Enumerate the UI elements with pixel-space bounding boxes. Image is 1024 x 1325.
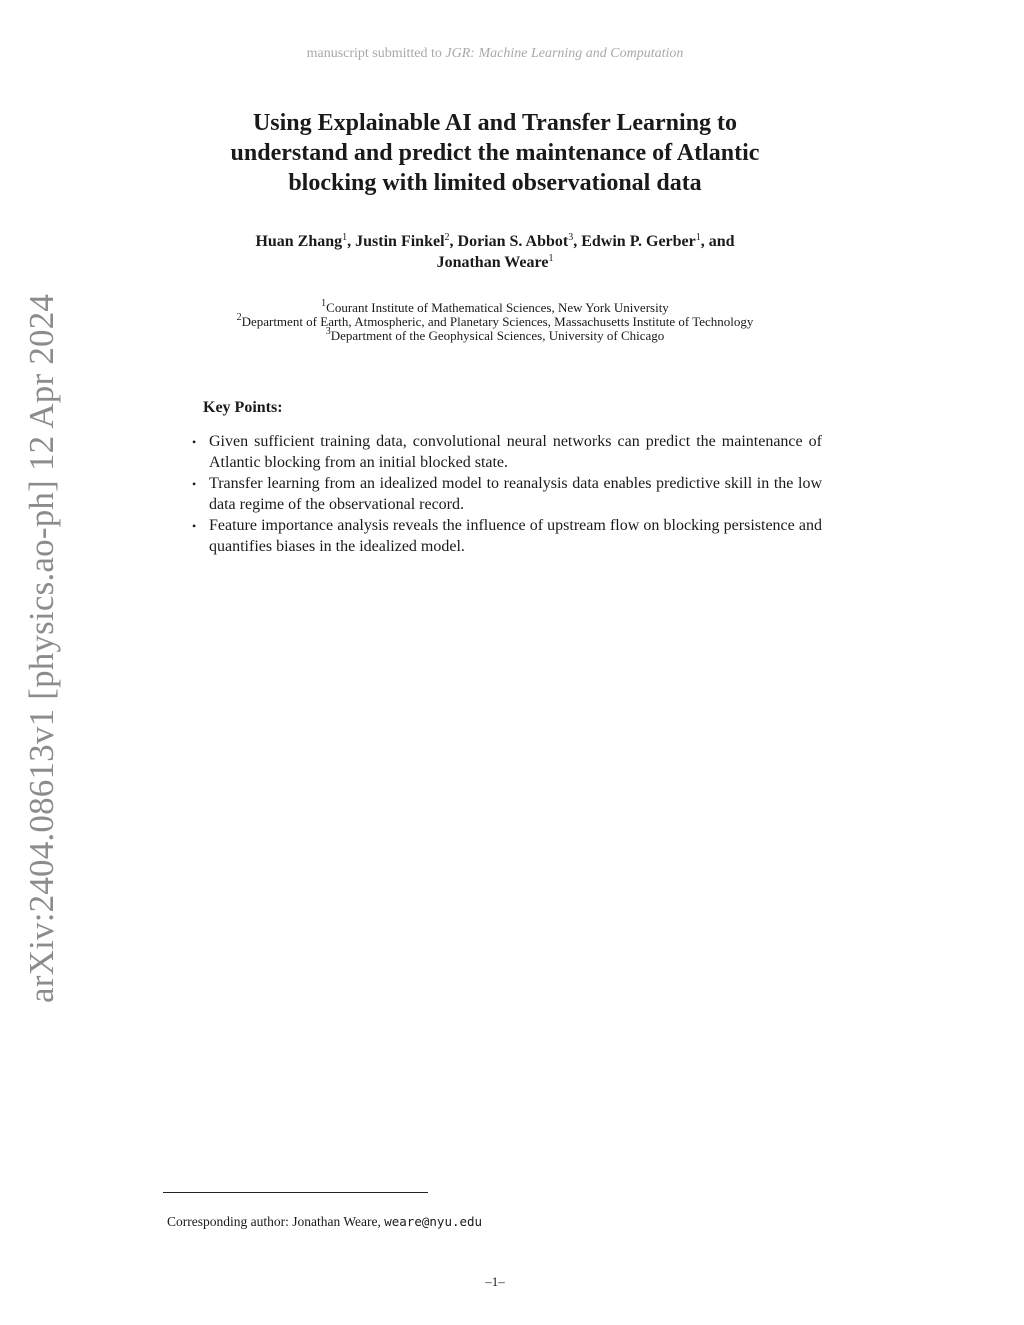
author-separator: , (449, 233, 458, 250)
author-separator: , (573, 233, 582, 250)
affiliation (150, 312, 840, 329)
affiliation (150, 326, 840, 343)
key-point-text: Given sufficient training data, convolutional neural networks can predict the maintenance of Atlantic blocking from an initial blocked state. (209, 433, 822, 471)
title-line-3: blocking with limited observational data (288, 170, 702, 196)
title-line-1: Using Explainable AI and Transfer Learning to (252, 110, 738, 136)
key-points-list (190, 432, 822, 558)
running-header (0, 46, 990, 62)
author-affiliation-mark: 1 (695, 232, 701, 243)
bullet-icon: • (192, 435, 197, 449)
bullet-icon: • (192, 519, 197, 533)
paper-title (150, 108, 840, 198)
affiliation-mark: 2 (236, 312, 242, 323)
author-name: Jonathan Weare (436, 254, 549, 271)
author-name: Edwin P. Gerber (581, 233, 696, 250)
key-point-text: Transfer learning from an idealized model to reanalysis data enables predictive skill in the low data regime of the observational record. (209, 475, 822, 513)
author-separator: , (347, 233, 356, 250)
author-affiliation-mark: 3 (568, 232, 574, 243)
page-number: –1– (485, 1274, 505, 1289)
affiliation-text: Department of Earth, Atmospheric, and Planetary Sciences, Massachusetts Institute of Technology (241, 314, 754, 329)
author-name: Justin Finkel (355, 233, 445, 250)
affiliation (150, 298, 840, 315)
key-point-item (190, 516, 822, 557)
author-affiliation-mark: 2 (444, 232, 450, 243)
author-name: Dorian S. Abbot (457, 233, 569, 250)
affiliation-text: Courant Institute of Mathematical Sciences, New York University (326, 300, 669, 315)
author-affiliation-mark: 1 (342, 232, 348, 243)
journal-name: JGR: Machine Learning and Computation (445, 46, 684, 61)
title-line-2: understand and predict the maintenance of Atlantic (230, 140, 760, 166)
footnote-divider (163, 1192, 428, 1193)
affiliation-list (150, 298, 840, 343)
corresponding-author-footnote (167, 1214, 482, 1230)
arxiv-identifier-stamp[interactable]: arXiv:2404.08613v1 [physics.ao-ph] 12 Apr 2024 (22, 293, 61, 1003)
author-affiliation-mark: 1 (548, 253, 554, 264)
key-points-heading: Key Points: (203, 399, 283, 416)
author-name: Huan Zhang (255, 233, 343, 250)
running-header-prefix: manuscript submitted to (306, 46, 446, 61)
affiliation-mark: 3 (325, 326, 331, 337)
author-separator: , and (700, 233, 735, 250)
author-email-link[interactable]: weare@nyu.edu (384, 1214, 483, 1229)
bullet-icon: • (192, 477, 197, 491)
author-list (150, 231, 840, 273)
key-point-item (190, 474, 822, 515)
affiliation-mark: 1 (321, 298, 327, 309)
affiliation-text: Department of the Geophysical Sciences, University of Chicago (330, 328, 665, 343)
footnote-label: Corresponding author: Jonathan Weare, (167, 1214, 385, 1229)
key-point-text: Feature importance analysis reveals the influence of upstream flow on blocking persistence and quantifies biases in the idealized model. (209, 517, 822, 555)
key-point-item (190, 432, 822, 473)
